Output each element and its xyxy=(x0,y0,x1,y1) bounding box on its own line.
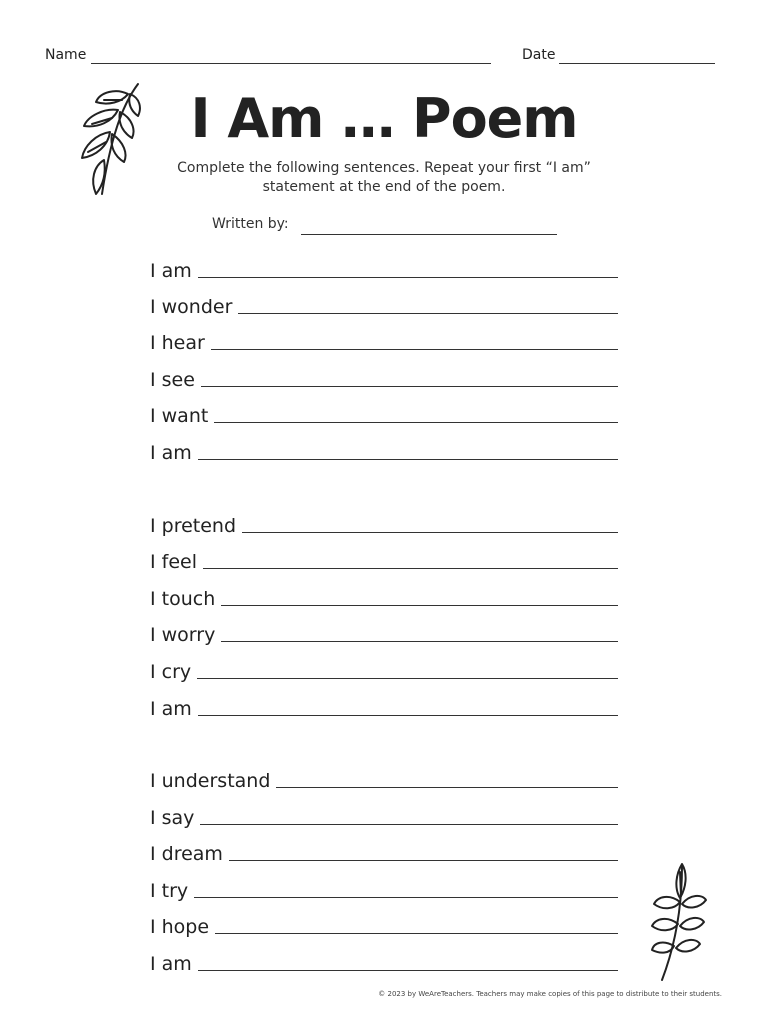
poem-line[interactable] xyxy=(150,368,618,394)
line-stem: I say xyxy=(150,806,200,830)
poem-line[interactable] xyxy=(150,660,618,686)
written-by-label: Written by: xyxy=(212,216,289,232)
line-stem: I understand xyxy=(150,769,276,793)
line-stem: I see xyxy=(150,368,201,392)
answer-line[interactable] xyxy=(150,933,618,934)
answer-line[interactable] xyxy=(150,422,618,423)
line-stem: I hope xyxy=(150,915,215,939)
line-stem: I wonder xyxy=(150,295,238,319)
line-stem: I am xyxy=(150,697,198,721)
poem-line[interactable] xyxy=(150,842,618,868)
poem-line[interactable] xyxy=(150,259,618,285)
poem-line[interactable] xyxy=(150,623,618,649)
poem-line[interactable] xyxy=(150,587,618,613)
poem-line[interactable] xyxy=(150,806,618,832)
instructions-line-2: statement at the end of the poem. xyxy=(262,179,506,195)
line-stem: I try xyxy=(150,879,194,903)
answer-line[interactable] xyxy=(150,970,618,971)
name-line[interactable] xyxy=(91,63,491,64)
poem-line[interactable] xyxy=(150,915,618,941)
line-stem: I dream xyxy=(150,842,229,866)
line-stem: I hear xyxy=(150,331,211,355)
line-stem: I pretend xyxy=(150,514,242,538)
answer-line[interactable] xyxy=(150,568,618,569)
line-stem: I cry xyxy=(150,660,197,684)
line-stem: I want xyxy=(150,404,214,428)
instructions-line-1: Complete the following sentences. Repeat your first “I am” xyxy=(177,160,591,176)
answer-line[interactable] xyxy=(150,897,618,898)
date-line[interactable] xyxy=(559,63,715,64)
answer-line[interactable] xyxy=(150,824,618,825)
copyright-footer: © 2023 by WeAreTeachers. Teachers may make copies of this page to distribute to their students. xyxy=(378,990,722,998)
page-title: I Am … Poem xyxy=(190,87,578,150)
poem-line[interactable] xyxy=(150,879,618,905)
poem-line[interactable] xyxy=(150,769,618,795)
line-stem: I worry xyxy=(150,623,221,647)
line-stem: I feel xyxy=(150,550,203,574)
date-label: Date xyxy=(522,47,556,63)
line-stem: I am xyxy=(150,952,198,976)
poem-line[interactable] xyxy=(150,952,618,978)
poem-line[interactable] xyxy=(150,697,618,723)
leaf-branch-icon xyxy=(648,858,714,984)
poem-line[interactable] xyxy=(150,550,618,576)
poem-line[interactable] xyxy=(150,295,618,321)
answer-line[interactable] xyxy=(150,277,618,278)
answer-line[interactable] xyxy=(150,678,618,679)
line-stem: I am xyxy=(150,259,198,283)
line-stem: I am xyxy=(150,441,198,465)
written-by-line[interactable] xyxy=(301,234,557,235)
answer-line[interactable] xyxy=(150,459,618,460)
answer-line[interactable] xyxy=(150,386,618,387)
line-stem: I touch xyxy=(150,587,221,611)
instructions xyxy=(150,159,618,197)
answer-line[interactable] xyxy=(150,349,618,350)
poem-line[interactable] xyxy=(150,441,618,467)
poem-line[interactable] xyxy=(150,331,618,357)
name-label: Name xyxy=(45,47,87,63)
poem-line[interactable] xyxy=(150,514,618,540)
answer-line[interactable] xyxy=(150,715,618,716)
poem-line[interactable] xyxy=(150,404,618,430)
